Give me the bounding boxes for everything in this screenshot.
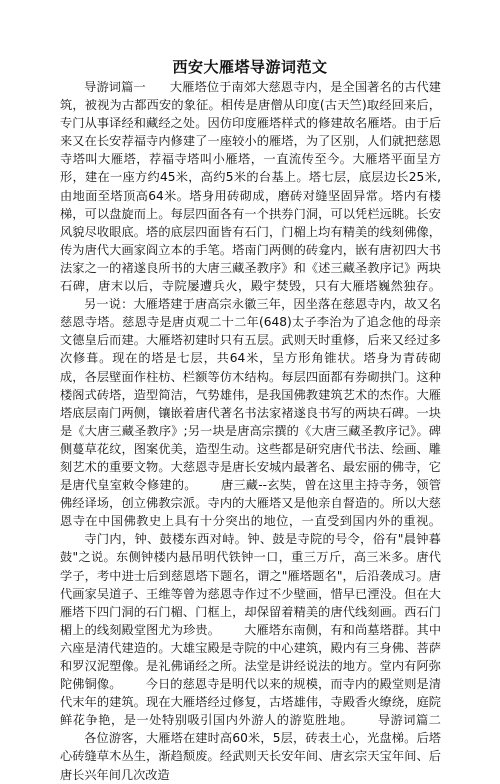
body-text [60, 78, 442, 782]
section-heading: 导游词篇二 [377, 713, 441, 728]
paragraph-text: 大雁塔位于南郊大慈恩寺内，是全国著名的古代建筑，被视为古都西安的象征。相传是唐僧从印度(古天竺)取经回来后，专门从事译经和藏经之处。因仿印度雁塔样式的修建故名雁塔。由于后来又在长安荐福寺内修建了一座较小的雁塔，为了区别，人们就把慈恩寺塔叫大雁塔，荐福寺塔叫小雁塔，一直流传至今。大雁塔平面呈方形，建在一座方约45米，高约5米的台基上。塔七层，底层边长25米,由地面至塔顶高64米。塔身用砖砌成，磨砖对缝坚固异常。塔内有楼梯，可以盘旋而上。每层四面各有一个拱券门洞，可以凭栏远眺。长安风貌尽收眼底。塔的底层四面皆有石门，门楣上均有精美的线刻佛像，传为唐代大画家阎立本的手笔。塔南门两侧的砖龛内，嵌有唐初四大书法家之一的褚遂良所书的大唐三藏圣教序》和《述三藏圣教序记》两块石碑，唐末以后，寺院屡遭兵火，殿宇焚毁，只有大雁塔巍然独存。 [60, 80, 441, 294]
section-heading: 导游词篇一 [84, 80, 146, 94]
paragraph [60, 532, 441, 636]
section-heading: 另一说 [84, 297, 122, 312]
paragraph-text: 寺门内，钟、鼓楼东西对峙。钟、鼓是寺院的号令，俗有"晨钟暮鼓"之说。东侧钟楼内悬吊明代铁钟一口，重三万斤，高三米多。唐代学子，考中进士后到慈恩塔下题名，谓之"雁塔题名"，后沿袭成习。唐代画家吴道子、王维等曾为慈恩寺作过不少壁画，惜早已湮没。但在大雁塔下四门洞的石门楣、门框上，却保留着精美的唐代线刻画。西石门楣上的线刻殿堂图尤为珍贵。 [60, 532, 441, 637]
paragraph-text: ，曾在这里主持寺务，领管佛经译场，创立佛教宗派。寺内的大雁塔又是他亲自督造的。所以大慈恩寺在中国佛教史上具有十分突出的地位，一直受到国内外的重视。 [60, 478, 442, 529]
paragraph [60, 80, 441, 293]
page-title: 西安大雁塔导游词范文 [172, 58, 328, 76]
paragraph-text: 各位游客，大雁塔在建时高60米，5层，砖表土心，光盘梯。后塔心砖缝草木丛生，渐趋颓废。经武则天长安年间、唐玄宗天宝年间、后唐长兴年间几次改造 [60, 731, 441, 782]
paragraph-text: 今日的慈恩寺是明代以来的规模，而寺内的殿堂则是清代末年的建筑。现在大雁塔经过修复，古塔雄伟，寺殿香火缭绕，庭院鲜花争艳，是一处特别吸引国内外游人的游览胜地。 [60, 677, 442, 728]
paragraph [60, 297, 441, 492]
paragraph-text: ：大雁塔建于唐高宗永徽三年，因坐落在慈恩寺内，故又名慈恩寺塔。慈恩寺是唐贞观二十二年(648)太子李治为了追念他的母亲文德皇后而建。大雁塔初建时只有五层。武则天时重修，后来又经过多次修葺。现在的塔是七层，共64米，呈方形角锥状。塔身为青砖砌成，各层壁面作柱枋、栏额等仿木结构。每层四面都有券砌拱门。这种楼阁式砖塔，造型简洁，气势雄伟，是我国佛教建筑艺术的杰作。大雁塔底层南门两侧，镶嵌着唐代著名书法家褚遂良书写的两块石碑。一块是《大唐三藏圣教序》;另一块是唐高宗撰的《大唐三藏圣教序记》。碑侧蔓草花纹，图案优美，造型生动。这些都是研究唐代书法、绘画、雕刻艺术的重要文物。大慈恩寺是唐长安城内最著名、最宏丽的佛寺，它是唐代皇室敕令修建的。 [60, 297, 442, 493]
paragraph-text: 大雁塔东南侧，有和尚墓塔群。其中六座是清代建造的。大雄宝殿是寺院的中心建筑，殿内有三身佛、菩萨和罗汉泥塑像。是礼佛诵经之所。法堂是讲经说法的地方。堂内有阿弥陀佛铜像。 [60, 622, 442, 692]
section-heading: 唐三藏--玄奘 [220, 478, 293, 493]
